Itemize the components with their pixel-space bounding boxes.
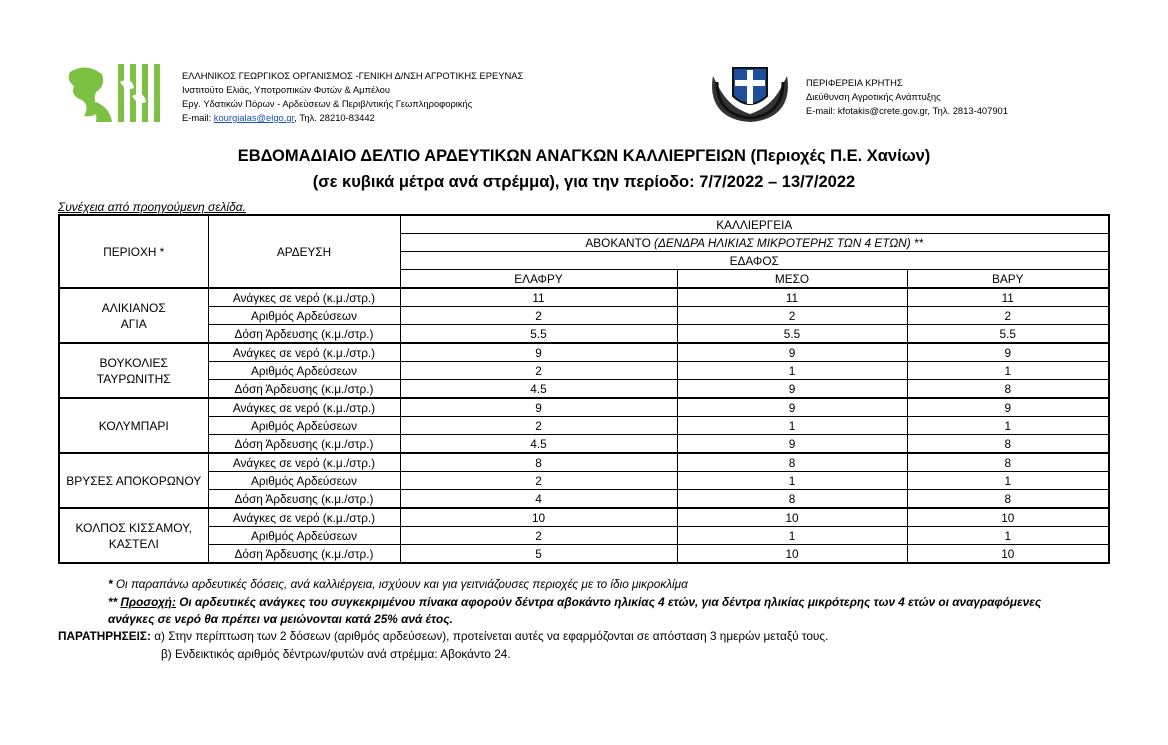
table-row — [59, 490, 1109, 509]
row-label: Αριθμός Αρδεύσεων — [208, 307, 400, 325]
value-light: 5 — [400, 545, 677, 564]
row-label: Ανάγκες σε νερό (κ.μ./στρ.) — [208, 343, 400, 362]
note-1-text: Οι παραπάνω αρδευτικές δόσεις, ανά καλλιέργεια, ισχύουν και για γειτνιάζουσες περιοχές με το ίδιο μικροκλίμα — [115, 577, 688, 591]
row-label: Αριθμός Αρδεύσεων — [208, 417, 400, 435]
table-row — [59, 417, 1109, 435]
title-line2: (σε κυβικά μέτρα ανά στρέμμα), για την περίοδο: 7/7/2022 – 13/7/2022 — [312, 173, 856, 191]
value-light: 2 — [400, 472, 677, 490]
value-medium: 9 — [677, 380, 907, 399]
region-group — [59, 343, 1109, 398]
header-left — [182, 69, 523, 125]
value-light: 2 — [400, 362, 677, 380]
crop-name: ΑΒΟΚΑΝΤΟ — [585, 235, 651, 250]
header-right-line3: E-mail: kfotakis@crete.gov.gr, Τηλ. 2813-407901 — [806, 105, 1008, 116]
region-group — [59, 508, 1109, 563]
value-light: 2 — [400, 527, 677, 545]
table-row — [59, 527, 1109, 545]
continued-note: Συνέχεια από προηγούμενη σελίδα. — [58, 200, 246, 214]
region-name — [59, 508, 208, 563]
row-label: Δόση Άρδευσης (κ.μ./στρ.) — [208, 545, 400, 564]
value-light: 10 — [400, 508, 677, 527]
soil-header: ΕΔΑΦΟΣ — [400, 252, 1109, 270]
region-name-line1: ΒΟΥΚΟΛΙΕΣ — [99, 355, 168, 370]
table-row — [59, 508, 1109, 527]
value-heavy: 1 — [907, 472, 1109, 490]
row-label: Δόση Άρδευσης (κ.μ./στρ.) — [208, 380, 400, 399]
value-heavy: 8 — [907, 380, 1109, 399]
table-row — [59, 435, 1109, 454]
table-row — [59, 307, 1109, 325]
value-light: 4.5 — [400, 380, 677, 399]
row-label: Δόση Άρδευσης (κ.μ./στρ.) — [208, 490, 400, 509]
table-row — [59, 472, 1109, 490]
value-light: 2 — [400, 417, 677, 435]
table-row — [59, 398, 1109, 417]
soil-medium-header: ΜΕΣΟ — [677, 270, 907, 289]
crop-header — [400, 234, 1109, 252]
value-medium: 2 — [677, 307, 907, 325]
row-label: Αριθμός Αρδεύσεων — [208, 362, 400, 380]
region-group — [59, 453, 1109, 508]
value-medium: 9 — [677, 435, 907, 454]
row-label: Αριθμός Αρδεύσεων — [208, 472, 400, 490]
soil-heavy-header: ΒΑΡΥ — [907, 270, 1109, 289]
note-2-star: ** — [108, 595, 121, 609]
value-medium: 8 — [677, 490, 907, 509]
value-light: 4.5 — [400, 435, 677, 454]
value-medium: 8 — [677, 453, 907, 472]
value-light: 5.5 — [400, 325, 677, 344]
value-heavy: 1 — [907, 527, 1109, 545]
value-medium: 10 — [677, 545, 907, 564]
email-label: E-mail: — [182, 112, 214, 123]
row-label: Ανάγκες σε νερό (κ.μ./στρ.) — [208, 453, 400, 472]
table-row — [59, 288, 1109, 307]
table-row — [59, 343, 1109, 362]
crop-note: (ΔΕΝΔΡΑ ΗΛΙΚΙΑΣ ΜΙΚΡΟΤΕΡΗΣ ΤΩΝ 4 ΕΤΩΝ) ** — [654, 235, 924, 250]
row-label: Αριθμός Αρδεύσεων — [208, 527, 400, 545]
note-2 — [108, 594, 1068, 628]
header-right — [806, 76, 1008, 118]
value-heavy: 8 — [907, 435, 1109, 454]
region-name-line2: ΑΓΙΑ — [120, 316, 147, 331]
region-name-line1: ΑΛΙΚΙΑΝΟΣ — [101, 300, 166, 315]
value-medium: 11 — [677, 288, 907, 307]
header-right-line1: ΠΕΡΙΦΕΡΕΙΑ ΚΡΗΤΗΣ — [806, 77, 903, 88]
row-label: Ανάγκες σε νερό (κ.μ./στρ.) — [208, 398, 400, 417]
remark-b: β) Ενδεικτικός αριθμός δέντρων/φυτών ανά στρέμμα: Αβοκάντο 24. — [161, 647, 511, 661]
row-label: Ανάγκες σε νερό (κ.μ./στρ.) — [208, 508, 400, 527]
soil-light-header: ΕΛΑΦΡΥ — [400, 270, 677, 289]
note-1-star: * — [108, 577, 116, 591]
value-light: 2 — [400, 307, 677, 325]
region-name — [59, 398, 208, 453]
title-line1: ΕΒΔΟΜΑΔΙΑΙΟ ΔΕΛΤΙΟ ΑΡΔΕΥΤΙΚΩΝ ΑΝΑΓΚΩΝ ΚΑΛΛΙΕΡΓΕΙΩΝ (Περιοχές Π.Ε. Χανίων) — [237, 147, 931, 165]
remark-a — [58, 628, 828, 645]
elgo-logo-icon — [66, 62, 162, 126]
value-heavy: 5.5 — [907, 325, 1109, 344]
note-1 — [108, 576, 688, 593]
col-region-header: ΠΕΡΙΟΧΗ * — [59, 215, 208, 288]
value-light: 11 — [400, 288, 677, 307]
remarks-label: ΠΑΡΑΤΗΡΗΣΕΙΣ: — [58, 629, 151, 643]
value-heavy: 10 — [907, 545, 1109, 564]
region-name — [59, 288, 208, 343]
region-group — [59, 398, 1109, 453]
region-name — [59, 343, 208, 398]
value-heavy: 2 — [907, 307, 1109, 325]
value-medium: 9 — [677, 343, 907, 362]
header-left-line1: ΕΛΛΗΝΙΚΟΣ ΓΕΩΡΓΙΚΟΣ ΟΡΓΑΝΙΣΜΟΣ -ΓΕΝΙΚΗ Δ/ΝΣΗ ΑΓΡΟΤΙΚΗΣ ΕΡΕΥΝΑΣ — [182, 70, 524, 81]
table-row — [59, 362, 1109, 380]
value-medium: 1 — [677, 527, 907, 545]
table-row — [59, 453, 1109, 472]
region-group — [59, 288, 1109, 343]
row-label: Δόση Άρδευσης (κ.μ./στρ.) — [208, 325, 400, 344]
region-name-line1: ΚΟΛΥΜΠΑΡΙ — [98, 418, 169, 433]
table-row — [59, 380, 1109, 399]
value-medium: 1 — [677, 362, 907, 380]
value-light: 4 — [400, 490, 677, 509]
region-name — [59, 453, 208, 508]
value-heavy: 1 — [907, 417, 1109, 435]
value-light: 9 — [400, 398, 677, 417]
note-2-text: Οι αρδευτικές ανάγκες του συγκεκριμένου πίνακα αφορούν δέντρα αβοκάντο ηλικίας 4 ετών, για δέντρα ηλικίας μικρότερης των 4 ετών οι αναγραφόμενες ανάγκες σε νερό θα πρέπει να μειώνονται κατά 25% ανά έτος. — [108, 595, 1042, 626]
crops-header: ΚΑΛΛΙΕΡΓΕΙΑ — [400, 215, 1109, 234]
remark-a-text: α) Στην περίπτωση των 2 δόσεων (αριθμός αρδεύσεων), προτείνεται αυτές να εφαρμόζονται σε απόσταση 3 ημερών μεταξύ τους. — [150, 629, 829, 643]
region-name-line2: ΚΑΣΤΕΛΙ — [108, 536, 159, 551]
header-left-line2: Ινστιτούτο Ελιάς, Υποτροπικών Φυτών & Αμπέλου — [182, 84, 391, 95]
row-label: Ανάγκες σε νερό (κ.μ./στρ.) — [208, 288, 400, 307]
value-medium: 1 — [677, 472, 907, 490]
email-link[interactable]: kourgialas@elgo.gr — [213, 112, 295, 123]
value-medium: 9 — [677, 398, 907, 417]
row-label: Δόση Άρδευσης (κ.μ./στρ.) — [208, 435, 400, 454]
header-right-line2: Διεύθυνση Αγροτικής Ανάπτυξης — [806, 91, 941, 102]
col-irrigation-header: ΑΡΔΕΥΣΗ — [208, 215, 400, 288]
value-heavy: 11 — [907, 288, 1109, 307]
table-row — [59, 325, 1109, 344]
table-row — [59, 545, 1109, 564]
value-medium: 1 — [677, 417, 907, 435]
header-left-line3: Εργ. Υδατικών Πόρων - Αρδεύσεων & Περιβ/ντικής Γεωπληροφορικής — [182, 98, 473, 109]
note-2-label: Προσοχή: — [120, 595, 176, 609]
value-heavy: 8 — [907, 490, 1109, 509]
region-name-line1: ΒΡΥΣΕΣ ΑΠΟΚΟΡΩΝΟΥ — [66, 473, 202, 488]
value-medium: 10 — [677, 508, 907, 527]
value-heavy: 1 — [907, 362, 1109, 380]
value-medium: 5.5 — [677, 325, 907, 344]
greek-emblem-icon — [707, 62, 793, 124]
phone: , Τηλ. 28210-83442 — [294, 112, 375, 123]
value-light: 8 — [400, 453, 677, 472]
value-heavy: 8 — [907, 453, 1109, 472]
value-heavy: 9 — [907, 343, 1109, 362]
value-heavy: 10 — [907, 508, 1109, 527]
value-heavy: 9 — [907, 398, 1109, 417]
region-name-line2: ΤΑΥΡΩΝΙΤΗΣ — [96, 371, 171, 386]
value-light: 9 — [400, 343, 677, 362]
irrigation-table — [58, 214, 1110, 564]
region-name-line1: ΚΟΛΠΟΣ ΚΙΣΣΑΜΟΥ, — [75, 520, 192, 535]
